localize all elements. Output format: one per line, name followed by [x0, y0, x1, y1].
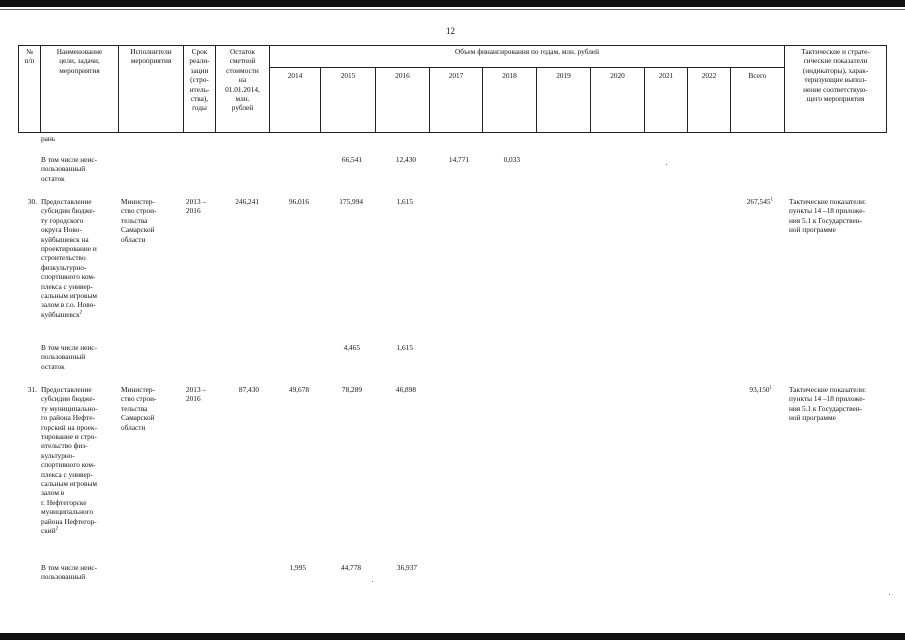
row-name: Предоставление субсидии бюдже- ту городского округа Ново- куйбышевск на проектирование и строительство физкультурно- спортивного ком- плекса с универ- сальным игровым залом в г.о. Ново- куйбышевск$^2$ [41, 197, 98, 319]
header-col-financing: Объем финансирования по годам, млн. рублей [454, 47, 600, 56]
row-name: Предоставление субсидии бюдже- ту муниципально- го района Нефте- горский на проек- тирование и стро- ительство физ- культурно- спортивного ком- плекса с универ- сальным игровым залом в г. Нефтегорске муниципального района Нефтегор- ский$^2$ [41, 385, 98, 536]
footnote-mark: 1 [769, 385, 772, 391]
bottom-border [0, 633, 905, 640]
row-executor: Министер- ство строи- тельства Самарской области [121, 385, 157, 432]
header-col-total: Всего [748, 71, 767, 80]
row-value-2018: 0,033 [503, 155, 520, 164]
continued-name-tail: рань [41, 134, 56, 143]
row-value-2016: 46,898 [395, 385, 416, 394]
row-value-2016: 1,615 [396, 343, 413, 352]
top-border-thin [0, 9, 905, 10]
row-value-2015: 175,994 [339, 197, 363, 206]
header-year-2021: 2021 [658, 71, 674, 80]
row-total: 93,150$^1$ [749, 385, 772, 394]
row-value-2016: 1,615 [396, 197, 413, 206]
row-value-2016: 12,430 [395, 155, 416, 164]
footnote-mark: 1 [770, 197, 773, 203]
row-name: В том числе неис- пользованный [41, 563, 97, 582]
header-col-indicators: Тактические и страте- гические показатели (индикаторы), харак- теризующие выпол- нение соответствую- щего мероприятия [801, 47, 870, 104]
header-year-2015: 2015 [340, 71, 356, 80]
header-year-2020: 2020 [610, 71, 625, 80]
row-name: В том числе неис- пользованный остаток [41, 155, 97, 183]
scan-speck [666, 164, 667, 165]
header-year-2022: 2022 [701, 71, 717, 80]
top-border [0, 0, 905, 7]
header-col-name: Наименование цели, задачи, мероприятия [56, 47, 103, 75]
row-value-2014: 96,016 [288, 197, 309, 206]
row-value-2015: 78,289 [341, 385, 362, 394]
row-number: 30. [27, 197, 37, 206]
row-term: 2013 – 2016 [186, 385, 207, 404]
row-value-2014: 1,995 [289, 563, 306, 572]
row-executor: Министер- ство строи- тельства Самарской области [121, 197, 157, 244]
row-value-2017: 14,771 [448, 155, 469, 164]
header-year-2014: 2014 [287, 71, 303, 80]
footnote-mark: 2 [55, 526, 59, 532]
row-value-2015: 44,778 [340, 563, 361, 572]
page-number: 12 [446, 26, 455, 36]
header-year-2017: 2017 [448, 71, 464, 80]
row-value-2016: 36,937 [396, 563, 417, 572]
row-term: 2013 – 2016 [186, 197, 207, 216]
header-col-remaining: Остаток сметной стоимости на 01.01.2014, млн. рублей [225, 47, 260, 113]
header-col-term: Срок реали- зации (стро- итель- ства), годы [189, 47, 210, 113]
header-year-2019: 2019 [556, 71, 571, 80]
header-col-executor: Исполнители мероприятия [130, 47, 172, 66]
footnote-mark: 2 [79, 310, 83, 316]
row-indicators: Тактические показатели: пункты 14 –18 приложе- ния 5.1 к Государствен- ной программе [789, 197, 867, 235]
row-number: 31. [27, 385, 37, 394]
row-name: В том числе неис- пользованный остаток [41, 343, 97, 371]
row-remaining: 246,241 [235, 197, 259, 206]
scan-speck [889, 594, 890, 595]
row-indicators: Тактические показатели: пункты 14 –18 приложе- ния 5.1 к Государствен- ной программе [789, 385, 867, 423]
row-remaining: 87,430 [238, 385, 259, 394]
header-col-number: № п/п [24, 47, 35, 66]
header-year-2018: 2018 [502, 71, 517, 80]
row-value-2015: 4,465 [343, 343, 360, 352]
row-value-2014: 49,678 [288, 385, 309, 394]
row-value-2015: 66,541 [341, 155, 362, 164]
header-year-2016: 2016 [395, 71, 410, 80]
scan-speck [372, 581, 373, 582]
row-total: 267,545$^1$ [746, 197, 773, 206]
